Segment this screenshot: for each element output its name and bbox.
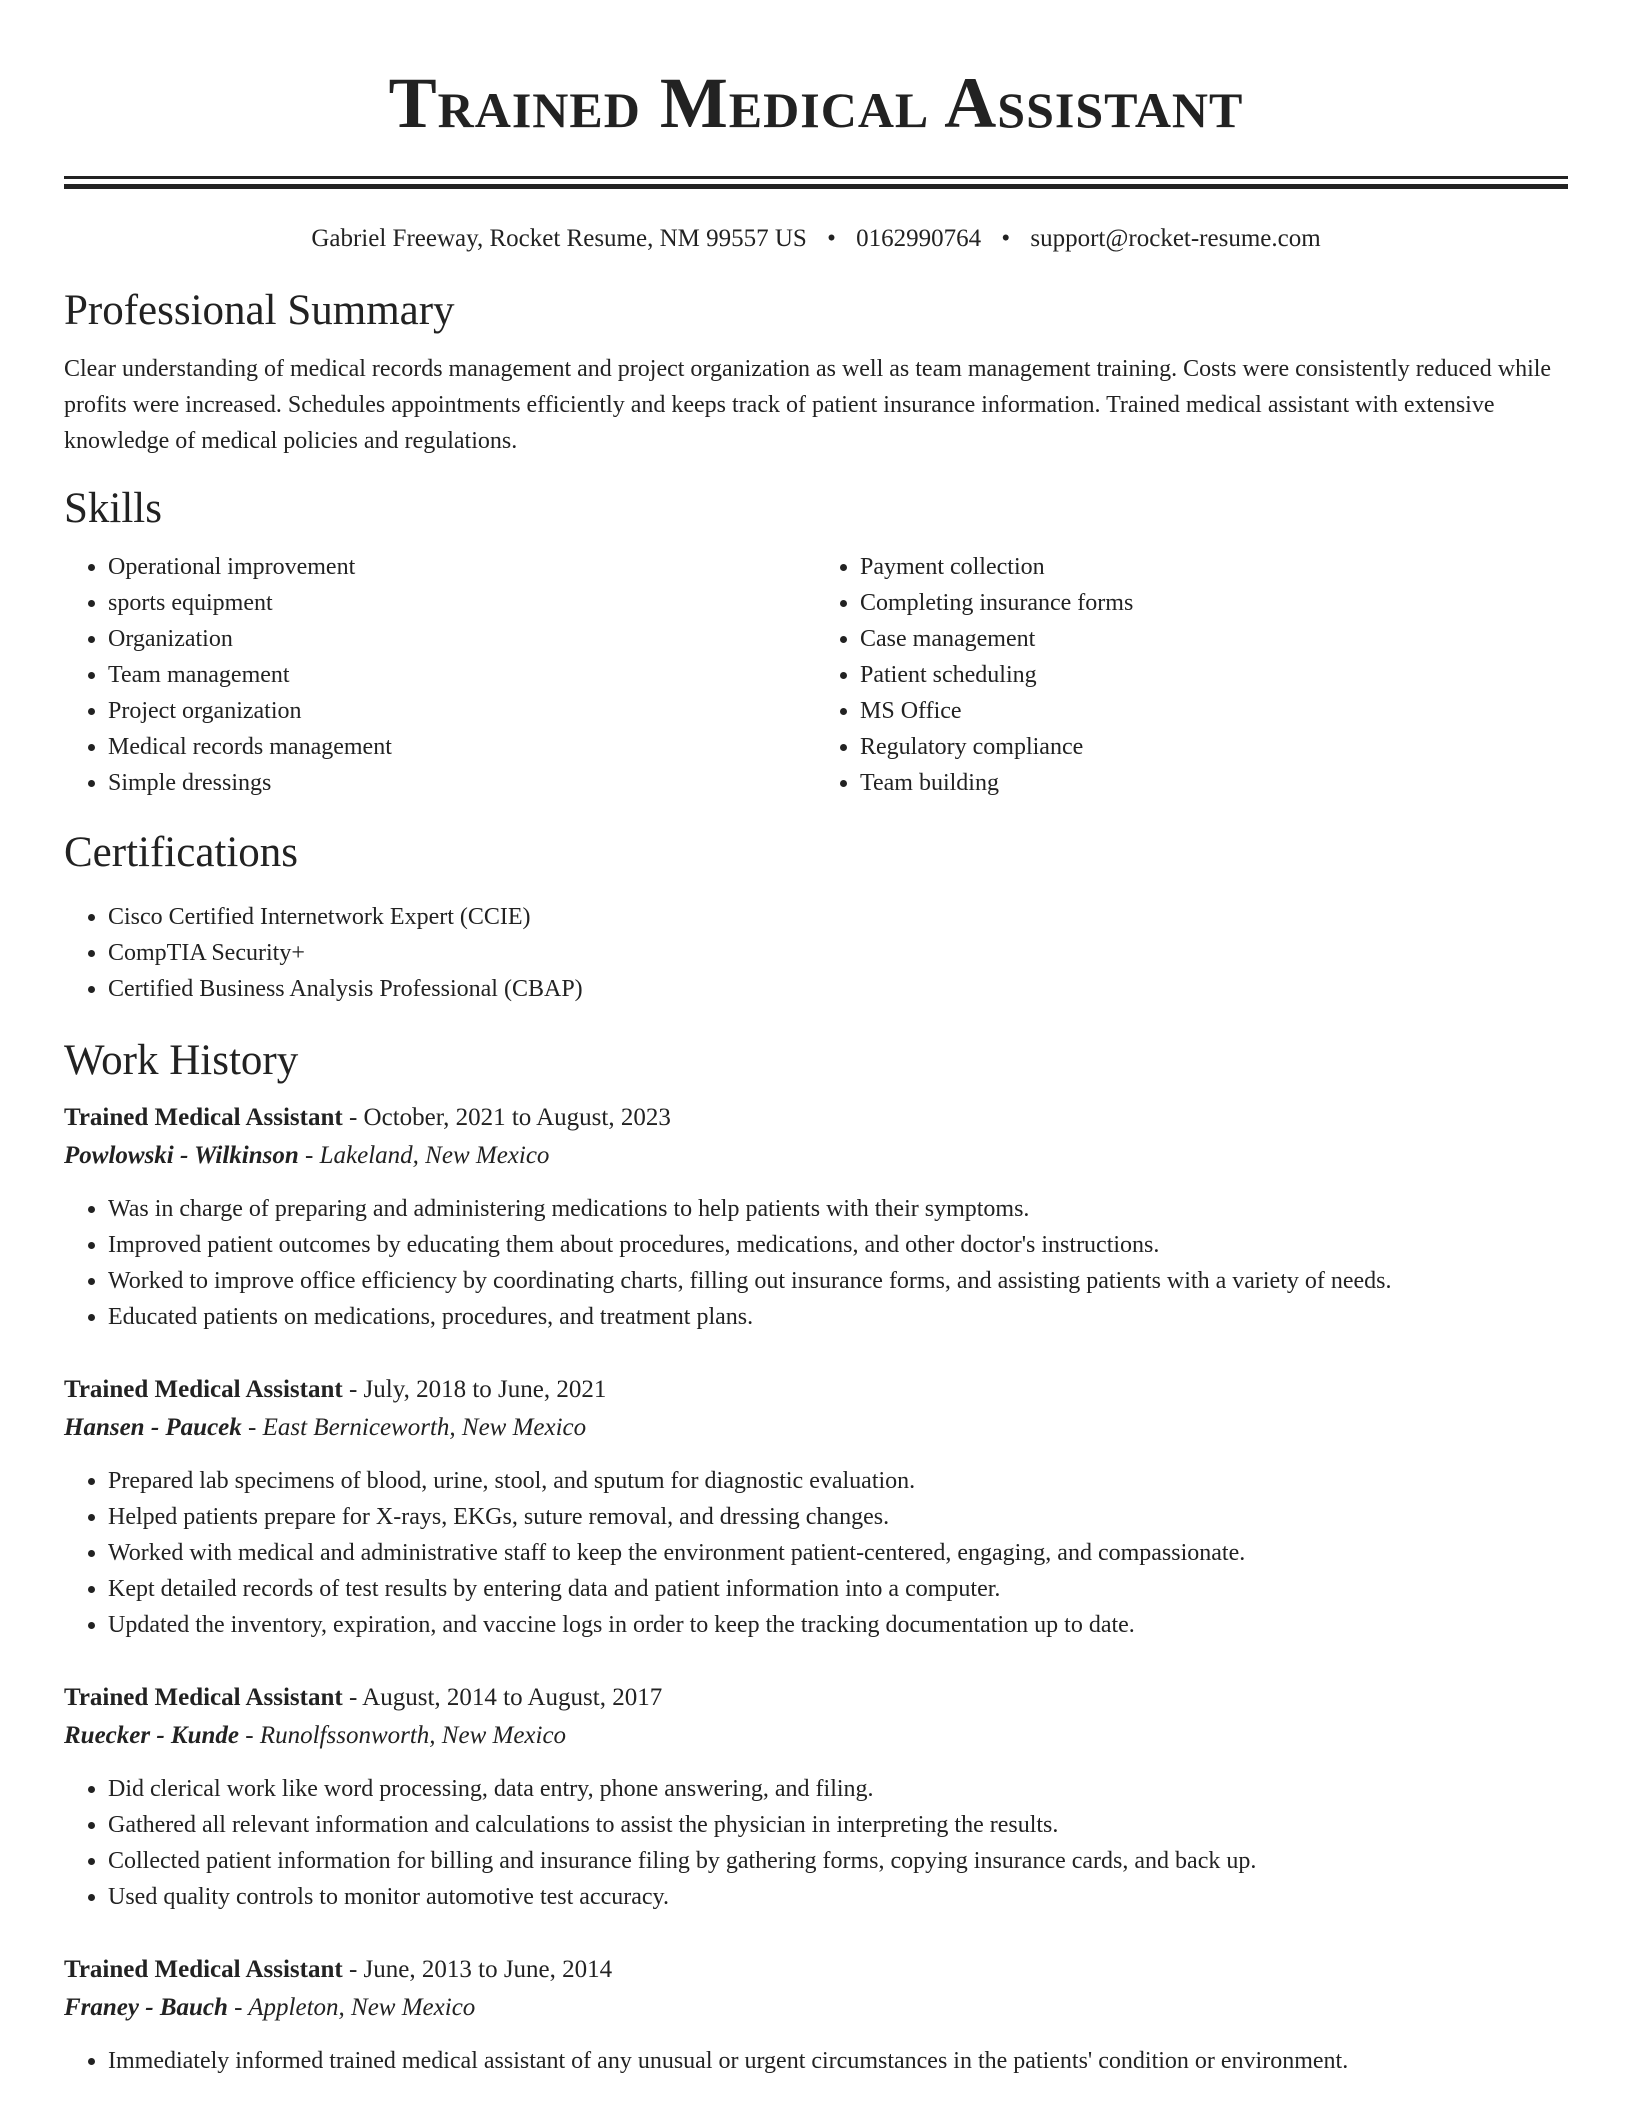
job-dates: July, 2018 to June, 2021	[363, 1376, 607, 1403]
skill-item: • Team building	[860, 765, 1568, 801]
job-bullet: • Improved patient outcomes by educating them about procedures, medications, and other doctor's instructions.	[108, 1227, 1568, 1263]
job-location: Runolfssonworth, New Mexico	[259, 1722, 567, 1749]
job-bullet: • Worked with medical and administrative staff to keep the environment patient-centered, engaging, and compassionate.	[108, 1535, 1568, 1571]
skill-item: • Payment collection	[860, 549, 1568, 585]
job-bullets	[64, 1191, 1568, 1335]
job-title-line	[64, 1371, 1568, 1409]
job-bullet: • Immediately informed trained medical assistant of any unusual or urgent circumstances in the patients' condition or environment.	[108, 2043, 1568, 2079]
job-bullet: • Was in charge of preparing and administering medications to help patients with their symptoms.	[108, 1191, 1568, 1227]
job-bullet: • Updated the inventory, expiration, and vaccine logs in order to keep the tracking documentation up to date.	[108, 1607, 1568, 1643]
certification-item: • Cisco Certified Internetwork Expert (CCIE)	[108, 899, 1568, 935]
job-dash: -	[342, 1684, 363, 1711]
skill-item: • sports equipment	[108, 585, 816, 621]
contact-separator: •	[827, 225, 836, 252]
contact-email: support@rocket-resume.com	[1030, 225, 1321, 252]
job-bullet: • Prepared lab specimens of blood, urine, stool, and sputum for diagnostic evaluation.	[108, 1463, 1568, 1499]
job-company-line	[64, 1717, 1568, 1755]
job-title: Trained Medical Assistant	[64, 1104, 343, 1131]
job-location: Lakeland, New Mexico	[319, 1142, 550, 1169]
job-entry	[64, 1679, 1568, 1915]
job-company: Powlowski - Wilkinson	[64, 1142, 299, 1169]
summary-text: Clear understanding of medical records management and project organization as well as team management training. Costs were consistently reduced while profits were increased. Schedules appointments efficiently and keeps track of patient insurance information. Trained medical assistant with extensive knowledge of medical policies and regulations.	[64, 356, 1552, 454]
job-title-line	[64, 1951, 1568, 1989]
skill-item: • Patient scheduling	[860, 657, 1568, 693]
skill-item: • MS Office	[860, 693, 1568, 729]
job-entry	[64, 1099, 1568, 1335]
skill-item: • Completing insurance forms	[860, 585, 1568, 621]
job-title: Trained Medical Assistant	[64, 1956, 343, 1983]
skill-item: • Project organization	[108, 693, 816, 729]
job-dash: -	[342, 1104, 364, 1131]
job-dates: October, 2021 to August, 2023	[363, 1104, 671, 1131]
job-bullets	[64, 1771, 1568, 1915]
job-dates: August, 2014 to August, 2017	[362, 1684, 663, 1711]
job-title: Trained Medical Assistant	[64, 1684, 343, 1711]
job-location: Appleton, New Mexico	[248, 1994, 476, 2021]
job-title-line	[64, 1099, 1568, 1137]
section-heading-certifications: Certifications	[64, 829, 299, 876]
skill-item: • Medical records management	[108, 729, 816, 765]
skills-list	[64, 549, 1568, 801]
job-bullet: • Gathered all relevant information and calculations to assist the physician in interpreting the results.	[108, 1807, 1568, 1843]
contact-line	[64, 223, 1568, 255]
title-rule-bottom	[64, 184, 1568, 189]
job-title: Trained Medical Assistant	[64, 1376, 343, 1403]
job-location: East Berniceworth, New Mexico	[262, 1414, 587, 1441]
job-company: Hansen - Paucek	[64, 1414, 242, 1441]
skills-column-right	[816, 549, 1568, 801]
job-company-line	[64, 1409, 1568, 1447]
certifications-list	[64, 899, 1568, 1007]
resume-title: Trained Medical Assistant	[388, 63, 1244, 143]
job-bullet: • Helped patients prepare for X-rays, EKGs, suture removal, and dressing changes.	[108, 1499, 1568, 1535]
job-bullet: • Used quality controls to monitor automotive test accuracy.	[108, 1879, 1568, 1915]
job-dash: -	[342, 1376, 364, 1403]
skill-item: • Case management	[860, 621, 1568, 657]
skills-column-left	[64, 549, 816, 801]
contact-address: Gabriel Freeway, Rocket Resume, NM 99557 US	[311, 225, 807, 252]
job-bullets	[64, 2043, 1568, 2079]
job-entry	[64, 1951, 1568, 2079]
job-bullet: • Did clerical work like word processing, data entry, phone answering, and filing.	[108, 1771, 1568, 1807]
job-dash: -	[241, 1414, 263, 1441]
job-bullets	[64, 1463, 1568, 1643]
job-company: Franey - Bauch	[64, 1994, 228, 2021]
section-heading-work-history: Work History	[64, 1037, 299, 1084]
job-dash: -	[239, 1722, 260, 1749]
contact-separator: •	[1001, 225, 1011, 252]
job-dash: -	[298, 1142, 320, 1169]
skill-item: • Operational improvement	[108, 549, 816, 585]
job-title-line	[64, 1679, 1568, 1717]
job-dash: -	[342, 1956, 364, 1983]
job-bullet: • Kept detailed records of test results by entering data and patient information into a computer.	[108, 1571, 1568, 1607]
certification-item: • Certified Business Analysis Professional (CBAP)	[108, 971, 1568, 1007]
job-company-line	[64, 1989, 1568, 2027]
certification-item: • CompTIA Security+	[108, 935, 1568, 971]
job-dash: -	[227, 1994, 249, 2021]
job-company: Ruecker - Kunde	[64, 1722, 239, 1749]
job-bullet: • Collected patient information for billing and insurance filing by gathering forms, copying insurance cards, and back up.	[108, 1843, 1568, 1879]
skill-item: • Simple dressings	[108, 765, 816, 801]
title-rule-top	[64, 176, 1568, 179]
job-dates: June, 2013 to June, 2014	[363, 1956, 613, 1983]
skill-item: • Organization	[108, 621, 816, 657]
job-entry	[64, 1371, 1568, 1643]
job-bullet: • Worked to improve office efficiency by coordinating charts, filling out insurance forms, and assisting patients with a variety of needs.	[108, 1263, 1568, 1299]
job-company-line	[64, 1137, 1568, 1175]
job-bullet: • Educated patients on medications, procedures, and treatment plans.	[108, 1299, 1568, 1335]
section-heading-summary: Professional Summary	[64, 287, 455, 334]
section-heading-skills: Skills	[64, 485, 162, 532]
skill-item: • Regulatory compliance	[860, 729, 1568, 765]
skill-item: • Team management	[108, 657, 816, 693]
contact-phone: 0162990764	[856, 225, 982, 252]
